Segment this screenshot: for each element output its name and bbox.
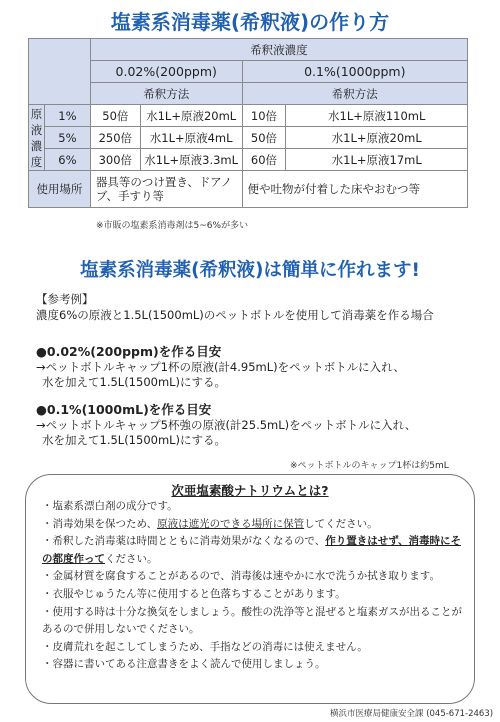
place-label: 使用場所: [29, 171, 91, 208]
guide-low-heading: ●0.02%(200ppm)を作る目安: [36, 344, 222, 359]
example-text: 濃度6%の原液と1.5L(1500mL)のペットボトルを使用して消毒薬を作る場合: [36, 307, 434, 322]
guide-high-block: [36, 402, 416, 449]
cap-note: ※ペットボトルのキャップ1杯は約5mL: [290, 461, 449, 471]
example-label: 【参考例】: [36, 292, 94, 306]
table-row: [29, 149, 468, 171]
high-ratio: 50倍: [242, 127, 286, 149]
list-item: ・容器に書いてある注意書きをよく読んで使用しましょう。: [42, 658, 326, 671]
low-ratio: 250倍: [90, 127, 140, 149]
header-dilution-concentration: 希釈液濃度: [90, 39, 467, 61]
header-method-high: 希釈方法: [242, 83, 467, 105]
guide-low-block: [36, 344, 405, 391]
place-low: 器具等のつけ置き、ドアノブ、手すり等: [90, 171, 242, 208]
list-item: ・使用する時は十分な換気をしましょう。酸性の洗浄等と混ぜると塩素ガスが出ることが あるので併用しないでください。: [42, 605, 462, 636]
info-list: [42, 498, 467, 674]
list-item: ・金属材質を腐食することがあるので、消毒後は速やかに水で洗うか拭き取ります。: [42, 570, 440, 583]
high-mix: 水1L+原液20mL: [286, 127, 468, 149]
stock-concentration-label: 原 液 濃 度: [29, 105, 45, 171]
low-ratio: 50倍: [90, 105, 140, 127]
table-place-row: [29, 171, 468, 208]
guide-high-heading: ●0.1%(1000mL)を作る目安: [36, 402, 212, 417]
header-conc-high: 0.1%(1000ppm): [242, 61, 467, 83]
high-mix: 水1L+原液17mL: [286, 149, 468, 171]
table-header-row: [29, 39, 468, 61]
guide-high-line1: →ペットボトルキャップ5杯強の原液(計25.5mL)をペットボトルに入れ、: [36, 417, 417, 432]
header-method-low: 希釈方法: [90, 83, 242, 105]
table-corner-cell: [29, 39, 91, 105]
guide-low-line1: →ペットボトルキャップ1杯の原液(計4.95mL)をペットボトルに入れ、: [36, 359, 405, 374]
stock-note: ※市販の塩素系消毒剤は5~6%が多い: [96, 221, 249, 231]
list-item: ・消毒効果を保つため、原液は遮光のできる場所に保管してください。: [42, 517, 378, 530]
stock-value: 5%: [44, 127, 90, 149]
table-row: [29, 127, 468, 149]
low-mix: 水1L+原液20mL: [140, 105, 242, 127]
footer-contact: 横浜市医療局健康安全課 (045-671-2463): [330, 709, 494, 719]
low-ratio: 300倍: [90, 149, 140, 171]
high-ratio: 60倍: [242, 149, 286, 171]
table-row: [29, 105, 468, 127]
example-block: [36, 292, 434, 323]
section-title: 塩素系消毒薬(希釈液)は簡単に作れます!: [80, 260, 420, 281]
place-high: 便や吐物が付着した床やおむつ等: [242, 171, 467, 208]
high-mix: 水1L+原液110mL: [286, 105, 468, 127]
page-title: 塩素系消毒薬(希釈液)の作り方: [110, 10, 390, 34]
dilution-table: [28, 38, 468, 208]
header-conc-low: 0.02%(200ppm): [90, 61, 242, 83]
table-method-row: [29, 83, 468, 105]
list-item: ・塩素系漂白剤の成分です。: [42, 500, 178, 512]
info-box-title: 次亜塩素酸ナトリウムとは?: [171, 483, 329, 498]
list-item: ・希釈した消毒薬は時間とともに消毒効果がなくなるので、作り置きはせず、消毒時にそ の都度作ってください。: [42, 535, 461, 565]
low-mix: 水1L+原液3.3mL: [140, 149, 242, 171]
guide-low-line2: 水を加えて1.5L(1500mL)にする。: [42, 375, 227, 389]
list-item: ・衣服やじゅうたん等に使用すると色落ちすることがあります。: [42, 587, 346, 600]
low-mix: 水1L+原液4mL: [140, 127, 242, 149]
table-concentration-row: [29, 61, 468, 83]
stock-value: 6%: [44, 149, 90, 171]
guide-high-line2: 水を加えて1.5L(1500mL)にする。: [42, 433, 227, 447]
list-item: ・皮膚荒れを起こしてしまうため、手指などの消毒には使えません。: [42, 640, 368, 653]
stock-value: 1%: [44, 105, 90, 127]
high-ratio: 10倍: [242, 105, 286, 127]
